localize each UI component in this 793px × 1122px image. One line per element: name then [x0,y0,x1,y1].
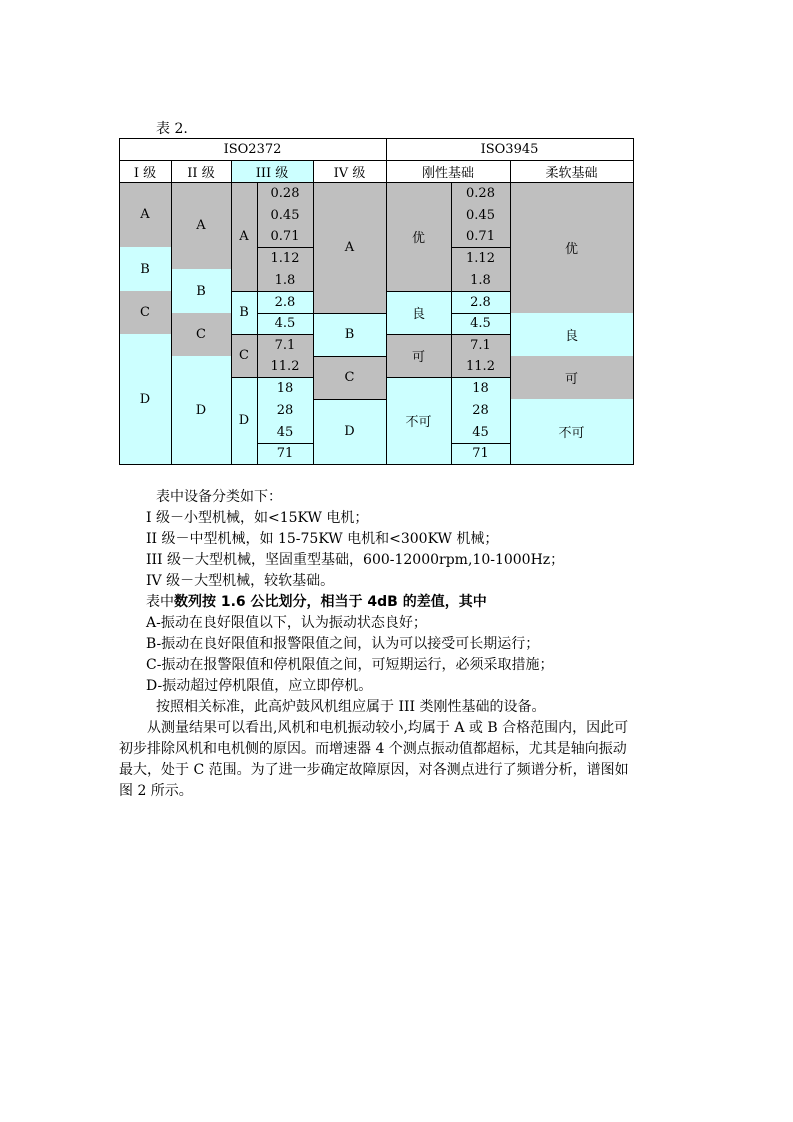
rigid-row-line [386,334,510,335]
class3-value-8: 7.1 [257,334,313,356]
col-divider-5 [451,182,452,465]
class3-zone-d: D [231,377,257,464]
rigid-row-line [451,313,510,314]
class3-value-2: 0.45 [257,204,313,226]
note-standard: 按照相关标准，此高炉鼓风机组应属于 III 类刚性基础的设备。 [156,699,546,715]
header-soft-foundation: 柔软基础 [545,165,598,181]
rigid-row-line [451,443,510,444]
class3-value-10: 18 [257,377,313,399]
soft-zone-unacceptable: 不可 [510,399,633,464]
analysis-paragraph: 从测量结果可以看出,风机和电机振动较小,均属于 A 或 B 合格范围内，因此可初步排除风机和电机侧的原因。而增速器 4 个测点振动值都超标，尤其是轴向振动最大，处于 C 范围。为了进一步确定故障原因，对各测点进行了频谱分析，谱图如图 2 所示。 [119,720,629,799]
class3-value-1: 0.28 [257,182,313,204]
class1-zone-a: A [119,182,171,247]
rigid-row-line [451,247,510,248]
class3-zone-a: A [231,182,257,291]
rigid-value-11: 28 [451,399,510,421]
rigid-value-8: 7.1 [451,334,510,356]
col-divider-6 [510,160,511,465]
header-class-4: IV 级 [333,165,366,181]
class2-zone-b: B [171,269,231,313]
rigid-value-1: 0.28 [451,182,510,204]
rigid-value-9: 11.2 [451,356,510,377]
class3-value-6: 2.8 [257,291,313,313]
header-iso2372: ISO2372 [223,141,282,157]
header-iso3945: ISO3945 [480,141,539,157]
class3-value-13: 71 [257,443,313,464]
rigid-row-line [386,291,510,292]
note-zone-a: A-振动在良好限值以下，认为振动状态良好； [146,615,427,631]
table-right-border [633,138,634,465]
class3-value-9: 11.2 [257,356,313,377]
class3-value-3: 0.71 [257,226,313,247]
class4-row-line [313,356,386,357]
notes-intro: 表中设备分类如下： [156,489,282,505]
class4-zone-a: A [313,182,386,313]
rigid-zone-excellent: 优 [386,182,451,291]
soft-zone-acceptable: 可 [510,356,633,399]
note-class-3: III 级－大型机械，坚固重型基础，600-12000rpm,10-1000Hz； [146,552,565,568]
iso-divider [386,138,387,465]
table-left-border [119,138,120,465]
note-series-prefix: 表中 [146,594,174,610]
class3-value-7: 4.5 [257,313,313,334]
table-top-border [119,138,634,139]
rigid-value-12: 45 [451,421,510,443]
rigid-zone-unacceptable: 不可 [386,377,451,464]
note-class-4: IV 级－大型机械，较软基础。 [146,573,335,589]
class1-zone-c: C [119,291,171,334]
note-series [146,592,487,613]
rigid-zone-acceptable: 可 [386,334,451,377]
class3-row-line [231,334,313,335]
class3-row-line [257,247,313,248]
rigid-zone-good: 良 [386,291,451,334]
class3-row-line [257,443,313,444]
note-series-bold: 数列按 1.6 公比划分，相当于 4dB 的差值，其中 [174,594,487,610]
rigid-value-2: 0.45 [451,204,510,226]
col-divider-1 [171,160,172,465]
rigid-value-10: 18 [451,377,510,399]
header-rigid-foundation: 刚性基础 [421,165,474,181]
rigid-value-6: 2.8 [451,291,510,313]
table-caption: 表 2. [156,121,188,137]
class3-row-line [231,291,313,292]
col-divider-2 [231,160,232,465]
table-bottom-border [119,464,634,465]
class1-zone-b: B [119,247,171,291]
rigid-row-line [386,377,510,378]
rigid-value-7: 4.5 [451,313,510,334]
class1-zone-d: D [119,334,171,464]
rigid-value-3: 0.71 [451,226,510,247]
class2-zone-c: C [171,313,231,356]
soft-zone-excellent: 优 [510,182,633,313]
class2-zone-a: A [171,182,231,269]
note-zone-d: D-振动超过停机限值，应立即停机。 [146,678,373,694]
class2-zone-d: D [171,356,231,464]
table-header-bottom [119,182,634,183]
class3-zone-c: C [231,334,257,377]
soft-zone-good: 良 [510,313,633,356]
class4-zone-d: D [313,399,386,464]
class3-row-line [257,313,313,314]
col-divider-3 [257,182,258,465]
class3-zone-b: B [231,291,257,334]
rigid-value-4: 1.12 [451,247,510,269]
class4-zone-c: C [313,356,386,399]
class3-value-5: 1.8 [257,269,313,291]
rigid-value-13: 71 [451,443,510,464]
note-zone-b: B-振动在良好限值和报警限值之间，认为可以接受可长期运行； [146,636,540,652]
class4-zone-b: B [313,313,386,356]
class4-row-line [313,399,386,400]
header-class-3: III 级 [231,160,313,182]
note-class-2: II 级－中型机械，如 15-75KW 电机和<300KW 机械； [146,531,499,547]
table-header-divider [119,160,634,161]
class3-value-11: 28 [257,399,313,421]
note-class-1: I 级－小型机械，如<15KW 电机； [146,510,369,526]
class3-value-12: 45 [257,421,313,443]
header-class-2: II 级 [187,165,215,181]
class3-row-line [231,377,313,378]
rigid-value-5: 1.8 [451,269,510,291]
note-zone-c: C-振动在报警限值和停机限值之间，可短期运行，必须采取措施； [146,657,554,673]
class3-value-4: 1.12 [257,247,313,269]
class4-row-line [313,313,386,314]
header-class-1: I 级 [133,165,157,181]
